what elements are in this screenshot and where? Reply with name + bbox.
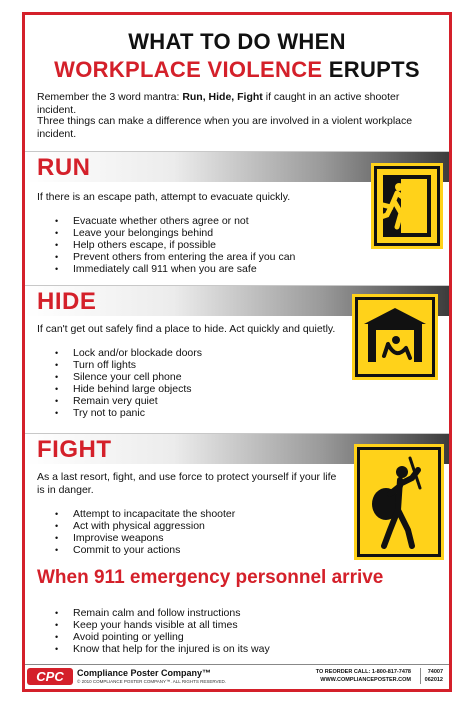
list-item: • Attempt to incapacitate the shooter [55,508,235,520]
intro-mantra-post: if caught in an active shooter incident. [37,91,400,116]
product-codes [420,668,443,684]
reorder-phone: TO REORDER CALL: 1-800-817-7478 [315,669,411,675]
list-item: • Remain calm and follow instructions [55,607,270,619]
list-item: • Prevent others from entering the area if you can [55,251,295,263]
hide-section-title: HIDE [37,288,97,315]
list-item: • Avoid pointing or yelling [55,631,270,643]
intro-mantra-pre: Remember the 3 word mantra: [37,91,183,103]
list-item: • Silence your cell phone [55,371,202,383]
list-item: • Evacuate whether others agree or not [55,215,295,227]
website-link[interactable]: WWW.COMPLIANCEPOSTER.COM [320,677,411,683]
arrive-list [55,607,270,655]
list-item: • Keep your hands visible at all times [55,619,270,631]
list-item: • Know that help for the injured is on its way [55,643,270,655]
copyright-text: © 2010 COMPLIANCE POSTER COMPANY™. ALL RIGHTS RESERVED. [77,679,227,684]
fight-description: As a last resort, fight, and use force to protect yourself if your life is in danger. [37,471,337,496]
list-item: • Hide behind large objects [55,383,202,395]
title-end: ERUPTS [328,57,420,82]
poster-title-line1: WHAT TO DO WHEN [128,29,346,54]
list-item: • Turn off lights [55,359,202,371]
poster-title-line2 [25,57,449,83]
run-description: If there is an escape path, attempt to evacuate quickly. [37,191,291,203]
list-item: • Help others escape, if possible [55,239,295,251]
list-item: • Act with physical aggression [55,520,235,532]
list-item: • Remain very quiet [55,395,202,407]
hide-list [55,347,202,419]
fight-list [55,508,235,556]
company-name: Compliance Poster Company™ [77,668,212,678]
footer [25,664,449,689]
fighting-person-icon [357,447,441,557]
list-item: • Immediately call 911 when you are safe [55,263,295,275]
list-item: • Commit to your actions [55,544,235,556]
exit-runner-icon [374,166,440,246]
run-section-title: RUN [37,154,91,181]
list-item: • Lock and/or blockade doors [55,347,202,359]
list-item: • Leave your belongings behind [55,227,295,239]
arrive-heading: When 911 emergency personnel arrive [37,567,384,588]
hiding-person-icon [355,297,435,377]
hide-description: If can't get out safely find a place to hide. Act quickly and quietly. [37,323,336,335]
list-item: • Improvise weapons [55,532,235,544]
product-code: 74007 [427,669,443,675]
revision-code: 062012 [424,677,443,683]
fight-section-title: FIGHT [37,436,112,463]
intro-mantra-bold: Run, Hide, Fight [182,91,263,103]
reorder-info [316,668,411,684]
company-logo: CPC [27,668,73,685]
intro-text: Three things can make a difference when you are involved in a violent workplace incident. [37,115,413,140]
list-item: • Try not to panic [55,407,202,419]
intro-mantra [37,91,439,117]
run-list [55,215,295,275]
poster [22,12,452,692]
title-highlight: WORKPLACE VIOLENCE [54,57,323,82]
